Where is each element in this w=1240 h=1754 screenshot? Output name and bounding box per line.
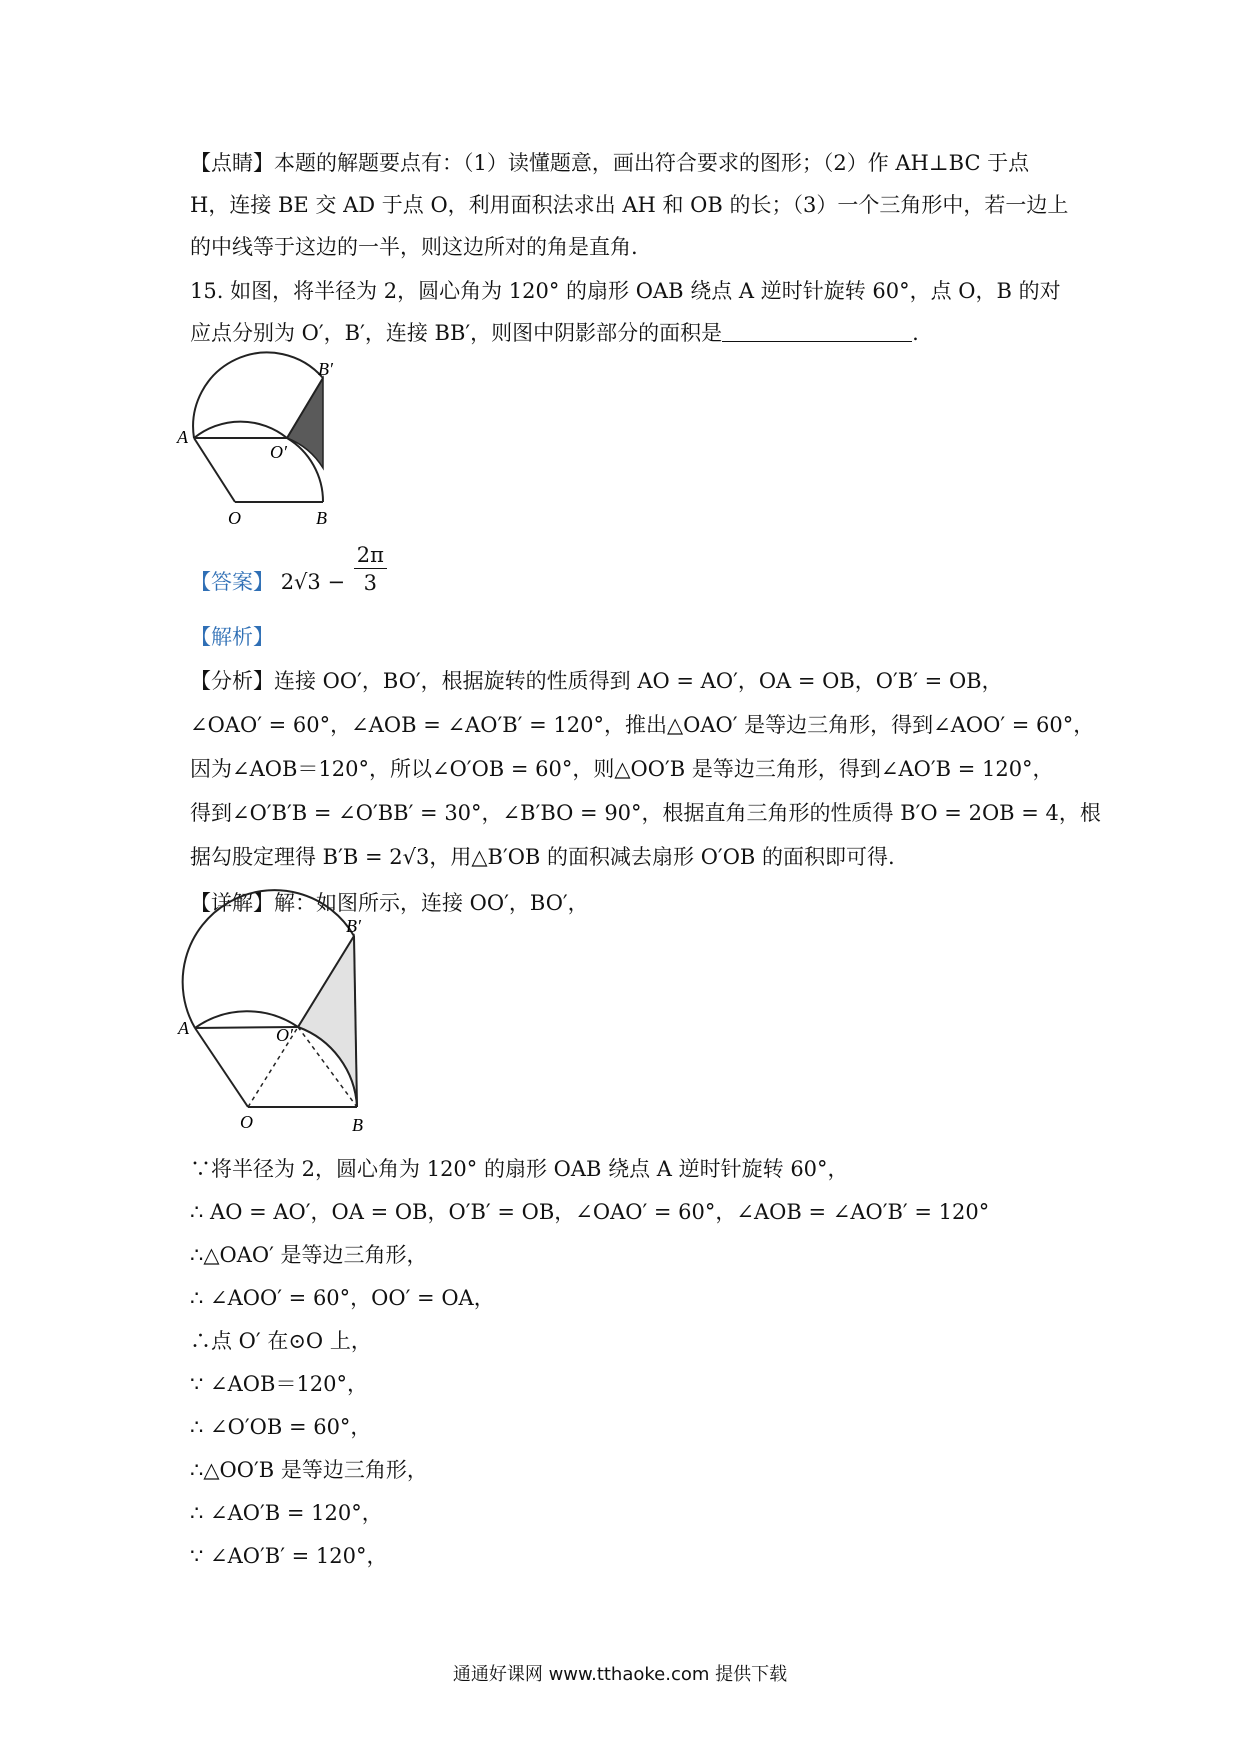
dianjing-tag: 【点睛】 bbox=[190, 151, 274, 175]
figure-1-seg-a-o bbox=[194, 438, 235, 502]
figure-2-label-oprime: O′ bbox=[276, 1025, 293, 1045]
detail-step-2: ∴ AO = AO′，OA = OB，O′B′ = OB，∠OAO′ = 60°，∠AOB = ∠AO′B′ = 120° bbox=[190, 1200, 990, 1224]
detail-step-5: ∴点 O′ 在⊙O 上， bbox=[190, 1329, 372, 1353]
figure-1 bbox=[177, 358, 350, 528]
analysis-tag: 【分析】 bbox=[190, 669, 274, 693]
figure-1-svg bbox=[177, 358, 350, 528]
answer-fraction bbox=[354, 542, 387, 597]
figure-1-label-a: A bbox=[177, 427, 188, 447]
dianjing-text-1: 本题的解题要点有：（1）读懂题意，画出符合要求的图形；（2）作 AH⊥BC 于点 bbox=[274, 151, 1030, 175]
detail-step-1: ∵将半径为 2，圆心角为 120° 的扇形 OAB 绕点 A 逆时针旋转 60°， bbox=[190, 1157, 849, 1181]
figure-2-svg bbox=[178, 916, 380, 1138]
analysis-line4: 得到∠O′B′B = ∠O′BB′ = 30°，∠B′BO = 90°，根据直角三角形的性质得 B′O = 2OB = 4，根 bbox=[190, 801, 1101, 825]
answer-expr-prefix: 2√3 − bbox=[280, 570, 346, 594]
analysis-line3: 因为∠AOB＝120°，所以∠O′OB = 60°，则△OO′B 是等边三角形，得到∠AO′B = 120°， bbox=[190, 757, 1054, 781]
analysis-line2: ∠OAO′ = 60°，∠AOB = ∠AO′B′ = 120°，推出△OAO′ 是等边三角形，得到∠AOO′ = 60°， bbox=[190, 713, 1095, 737]
answer-frac-den: 3 bbox=[363, 571, 378, 595]
analysis-line1 bbox=[190, 666, 1003, 696]
page-footer: 通通好课网 www.tthaoke.com 提供下载 bbox=[452, 1664, 788, 1685]
analysis-text-1: 连接 OO′，BO′，根据旋转的性质得到 AO = AO′，OA = OB，O′B′ = OB， bbox=[274, 669, 1003, 693]
dianjing-line3: 的中线等于这边的一半，则这边所对的角是直角. bbox=[190, 235, 638, 259]
detail-intro: 解：如图所示，连接 OO′，BO′， bbox=[274, 891, 589, 915]
figure-1-label-b: B bbox=[316, 508, 327, 528]
figure-2-label-bprime: B′ bbox=[346, 916, 361, 936]
figure-2-shaded-region bbox=[298, 936, 357, 1107]
detail-step-3: ∴△OAO′ 是等边三角形， bbox=[190, 1243, 428, 1267]
detail-step-6: ∵ ∠AOB＝120°， bbox=[190, 1372, 369, 1396]
figure-2-label-a: A bbox=[178, 1018, 189, 1038]
figure-1-label-bprime: B′ bbox=[318, 359, 333, 379]
detail-step-10: ∵ ∠AO′B′ = 120°， bbox=[190, 1544, 388, 1568]
question-line1: 15. 如图，将半径为 2，圆心角为 120° 的扇形 OAB 绕点 A 逆时针旋转 60°，点 O，B 的对 bbox=[190, 279, 1061, 303]
figure-1-small-arc bbox=[194, 422, 287, 438]
detail-tag: 【详解】 bbox=[190, 891, 274, 915]
dianjing-line1 bbox=[190, 148, 1029, 178]
question-period: . bbox=[912, 321, 919, 345]
analysis-line5: 据勾股定理得 B′B = 2√3，用△B′OB 的面积减去扇形 O′OB 的面积即可得. bbox=[190, 845, 895, 869]
figure-2-label-o: O bbox=[240, 1112, 253, 1132]
question-text-2: 应点分别为 O′，B′，连接 BB′，则图中阴影部分的面积是 bbox=[190, 321, 723, 345]
jiexi-tag: 【解析】 bbox=[190, 625, 274, 649]
answer-blank bbox=[722, 319, 912, 342]
detail-step-9: ∴ ∠AO′B = 120°， bbox=[190, 1501, 383, 1525]
answer-frac-num: 2π bbox=[354, 542, 387, 569]
detail-step-4: ∴ ∠AOO′ = 60°，OO′ = OA， bbox=[190, 1286, 495, 1310]
question-line2 bbox=[190, 318, 919, 348]
answer-tag: 【答案】 bbox=[190, 570, 274, 594]
figure-2-label-b: B bbox=[352, 1115, 363, 1135]
detail-step-8: ∴△OO′B 是等边三角形， bbox=[190, 1458, 428, 1482]
figure-2 bbox=[178, 916, 380, 1138]
figure-1-label-oprime: O′ bbox=[270, 442, 287, 462]
detail-step-7: ∴ ∠O′OB = 60°， bbox=[190, 1415, 372, 1439]
dianjing-line2: H，连接 BE 交 AD 于点 O，利用面积法求出 AH 和 OB 的长；（3）一个三角形中，若一边上 bbox=[190, 193, 1069, 217]
figure-2-seg-a-o bbox=[195, 1028, 248, 1107]
figure-1-label-o: O bbox=[228, 508, 241, 528]
